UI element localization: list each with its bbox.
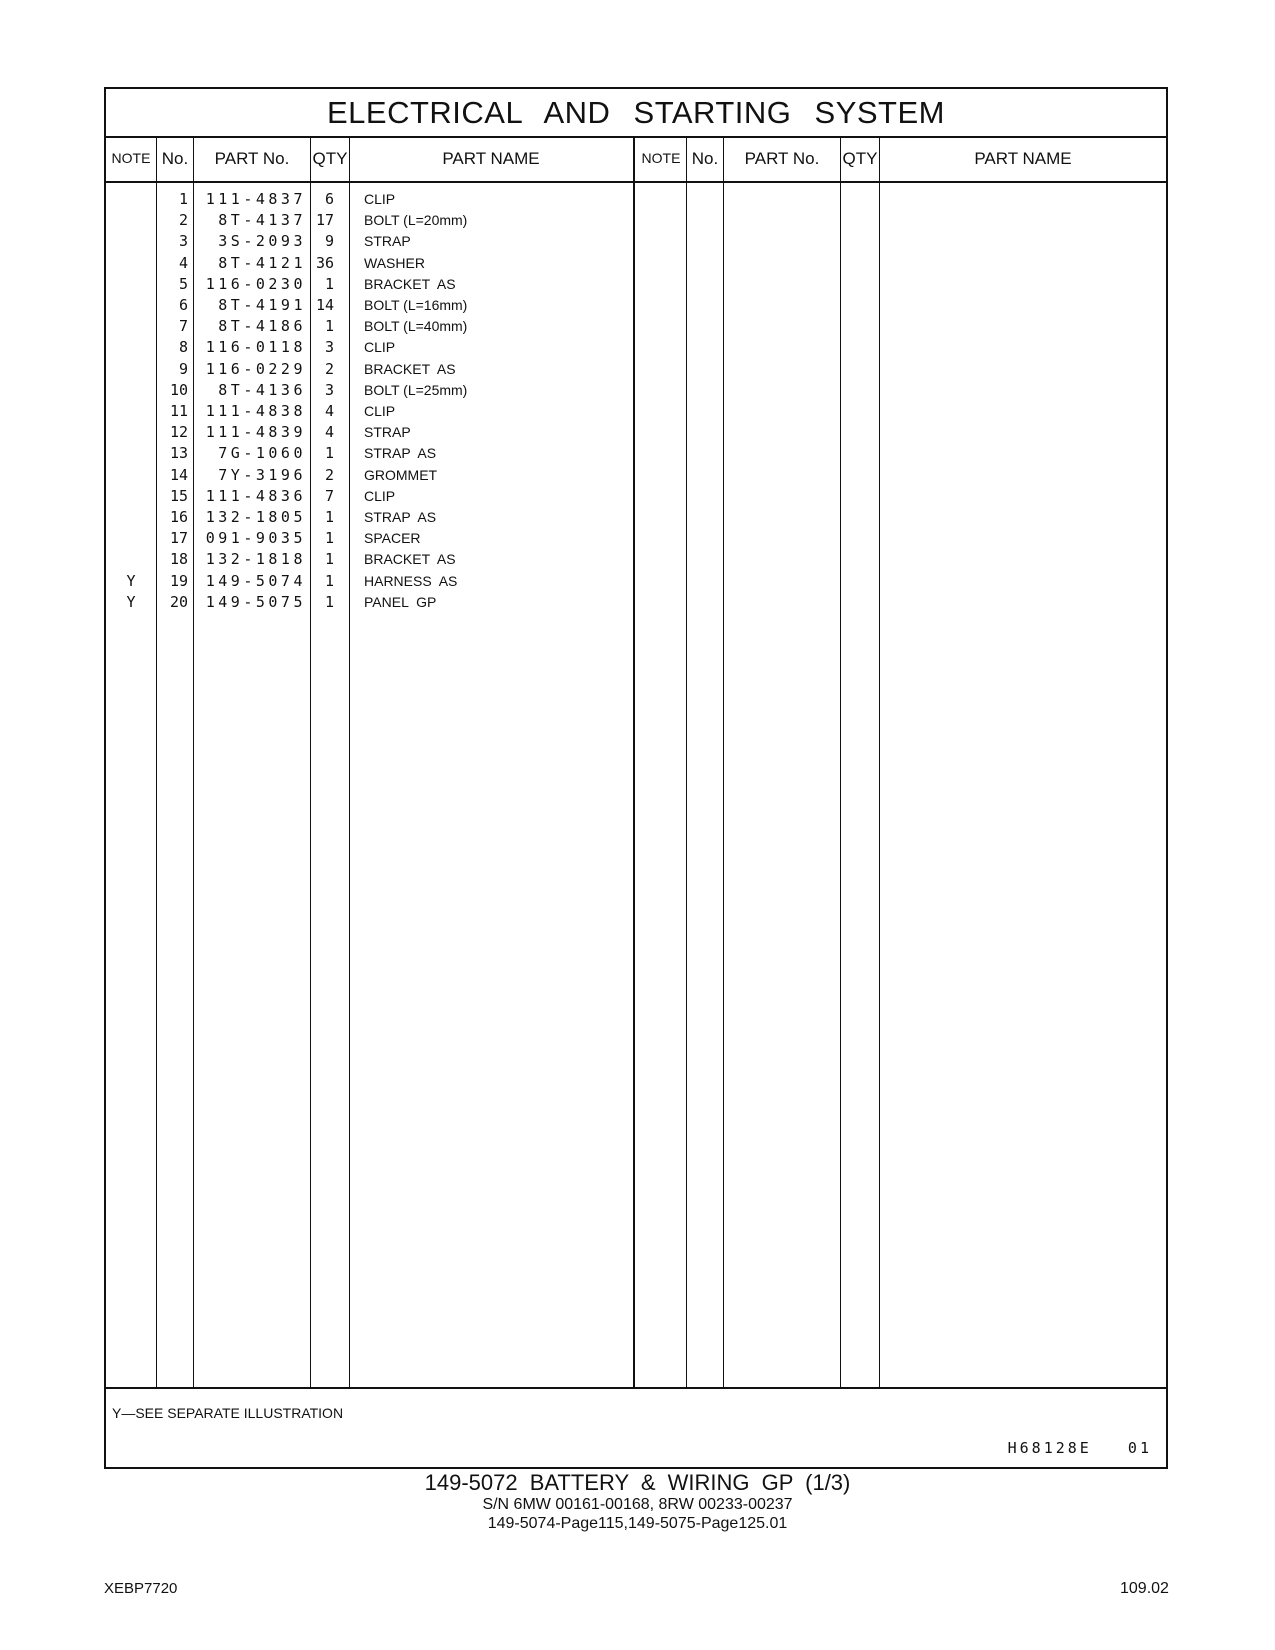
header-qty-right: QTY [842,149,878,168]
parts-table-frame [104,87,1168,1469]
row-part-number: 116-0118 [205,338,306,357]
row-part-number: 3S-2093 [218,232,306,251]
header-qty: QTY [312,149,348,168]
row-part-number: 7G-1060 [218,444,306,463]
row-item-number: 7 [178,317,188,336]
row-part-name: WASHER [364,254,425,271]
header-part-no: PART No. [214,149,290,168]
header-no: No. [161,149,189,168]
row-item-number: 1 [178,190,188,208]
row-quantity: 1 [324,508,334,526]
row-part-name: BOLT (L=20mm) [364,212,468,229]
caption-title: 149-5072 BATTERY & WIRING GP (1/3) [424,1470,851,1495]
row-part-name: BRACKET AS [364,551,456,568]
row-part-name: STRAP [364,424,411,441]
row-item-number: 8 [178,338,188,357]
table-row [106,379,666,401]
row-part-name: CLIP [364,403,396,419]
table-row [106,570,666,592]
row-item-number: 4 [178,253,188,272]
row-part-name: CLIP [364,487,396,504]
row-quantity: 1 [324,529,334,548]
row-part-number: 116-0230 [205,274,306,293]
row-item-number: 3 [178,232,188,251]
row-part-name: BOLT (L=25mm) [364,381,468,398]
row-part-number: 132-1818 [205,550,306,569]
row-part-name: BRACKET AS [364,275,456,292]
row-item-number: 2 [178,211,188,230]
row-part-name: BOLT (L=40mm) [364,318,468,335]
row-item-number: 11 [169,402,188,420]
reference-code: H68128E 01 [1007,1439,1152,1457]
row-item-number: 15 [169,486,188,505]
table-row [106,527,666,549]
row-quantity: 2 [324,465,334,484]
row-item-number: 18 [169,550,188,569]
row-part-number: 149-5074 [205,571,306,590]
row-quantity: 4 [324,402,334,420]
table-row [106,273,666,295]
table-row [106,485,666,507]
caption-page-refs: 149-5074-Page115,149-5075-Page125.01 [487,1515,788,1532]
table-row [106,464,666,486]
row-part-name: SPACER [364,530,421,547]
caption-serial: S/N 6MW 00161-00168, 8RW 00233-00237 [482,1496,793,1513]
header-part-no-right: PART No. [744,149,820,168]
footnote: Y—SEE SEPARATE ILLUSTRATION [112,1405,344,1421]
row-quantity: 3 [324,380,334,399]
row-item-number: 13 [169,444,188,463]
row-part-number: 132-1805 [205,508,306,526]
row-quantity: 9 [324,232,334,251]
row-item-number: 14 [169,465,188,484]
row-quantity: 1 [324,317,334,336]
row-part-name: GROMMET [364,466,438,483]
table-row [106,442,666,464]
row-part-number: 8T-4191 [218,296,306,314]
row-note: Y [126,571,136,590]
row-part-name: CLIP [364,339,396,356]
row-part-number: 8T-4121 [218,253,306,272]
header-note: NOTE [111,150,151,166]
row-item-number: 9 [178,359,188,378]
row-part-name: CLIP [364,191,396,207]
row-part-name: STRAP AS [364,509,437,525]
header-note-right: NOTE [641,150,681,166]
row-quantity: 1 [324,592,334,611]
table-row [106,400,666,422]
row-item-number: 12 [169,423,188,442]
row-quantity: 14 [315,296,334,314]
row-part-name: STRAP [364,233,411,250]
row-item-number: 17 [169,529,188,548]
table-body [106,183,1166,1389]
row-part-name: HARNESS AS [364,572,458,589]
row-quantity: 4 [324,423,334,442]
table-row [106,506,666,528]
row-item-number: 20 [169,592,188,611]
table-row [106,209,666,231]
table-row [106,548,666,570]
row-part-number: 8T-4186 [218,317,306,336]
table-row [106,294,666,316]
row-item-number: 16 [169,508,188,526]
row-part-number: 116-0229 [205,359,306,378]
table-row [106,591,666,613]
row-quantity: 7 [324,486,334,505]
row-quantity: 6 [324,190,334,208]
row-item-number: 10 [169,380,188,399]
row-part-number: 111-4836 [205,486,306,505]
row-quantity: 1 [324,274,334,293]
row-quantity: 1 [324,444,334,463]
table-row [106,336,666,358]
table-row [106,188,666,210]
row-quantity: 17 [315,211,334,230]
table-header [106,136,1166,183]
row-part-name: STRAP AS [364,445,437,462]
row-quantity: 2 [324,359,334,378]
row-part-number: 111-4838 [205,402,306,420]
row-part-name: BOLT (L=16mm) [364,297,468,313]
table-row [106,421,666,443]
header-no-right: No. [691,149,719,168]
row-quantity: 3 [324,338,334,357]
row-part-number: 7Y-3196 [218,465,306,484]
row-note: Y [126,592,136,611]
header-part-name-right: PART NAME [974,149,1072,168]
row-item-number: 6 [178,296,188,314]
page-number: 109.02 [1120,1580,1169,1597]
row-part-number: 111-4839 [205,423,306,442]
row-part-number: 8T-4136 [218,380,306,399]
table-row [106,230,666,252]
row-item-number: 5 [178,274,188,293]
row-part-number: 111-4837 [205,190,306,208]
row-quantity: 1 [324,571,334,590]
table-row [106,358,666,380]
row-part-number: 8T-4137 [218,211,306,230]
row-item-number: 19 [169,571,188,590]
row-part-name: BRACKET AS [364,360,456,377]
section-title: ELECTRICAL AND STARTING SYSTEM [106,89,1166,138]
row-quantity: 1 [324,550,334,569]
document-code: XEBP7720 [104,1580,178,1597]
table-row [106,315,666,337]
row-part-number: 091-9035 [205,529,306,548]
header-part-name: PART NAME [442,149,540,168]
table-row [106,252,666,274]
row-part-number: 149-5075 [205,592,306,611]
row-part-name: PANEL GP [364,593,437,610]
row-quantity: 36 [315,253,334,272]
